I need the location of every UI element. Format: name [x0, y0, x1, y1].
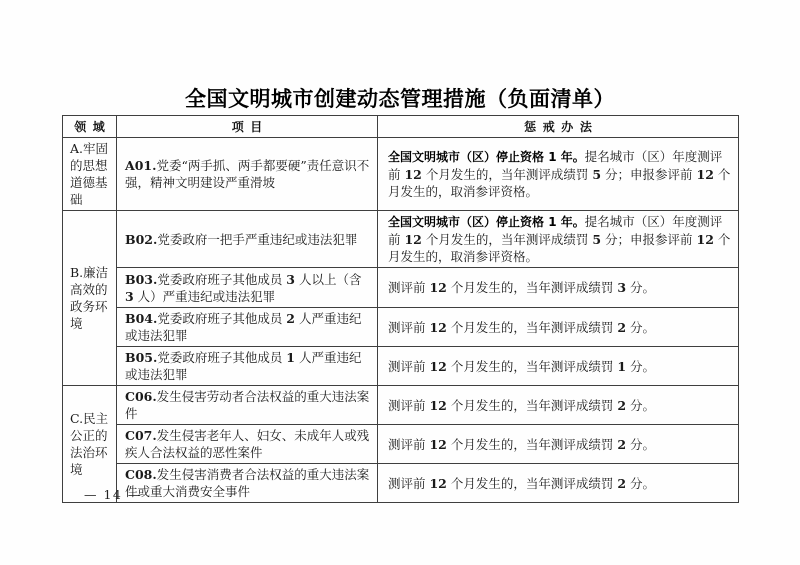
item-text: 发生侵害消费者合法权益的重大违法案件或重大消费安全事件 — [125, 467, 370, 499]
table-row-c06 — [63, 386, 739, 425]
table-row-c08 — [63, 464, 739, 503]
header-cell-penalty: 惩戒办法 — [378, 116, 739, 138]
item-text: 党委政府班子其他成员 3 人以上（含 3 人）严重违纪或违法犯罪 — [125, 271, 362, 304]
penalty-text: 提名城市（区）年度测评前 12 个月发生的，当年测评成绩罚 5 分；申报参评前 12 个月发生的，取消参评资格。 — [388, 149, 731, 199]
penalty-text: 测评前 12 个月发生的，当年测评成绩罚 3 分。 — [388, 280, 656, 295]
item-code: B04. — [125, 311, 158, 326]
table-row-b02 — [63, 211, 739, 268]
item-code: C07. — [125, 428, 157, 443]
penalty-cell-b05 — [378, 347, 739, 386]
penalty-text: 提名城市（区）年度测评前 12 个月发生的，当年测评成绩罚 5 分；申报参评前 12 个月发生的，取消参评资格。 — [388, 214, 731, 264]
item-text: 党委政府班子其他成员 1 人严重违纪或违法犯罪 — [125, 350, 362, 382]
penalty-text: 测评前 12 个月发生的，当年测评成绩罚 2 分。 — [388, 397, 656, 413]
penalty-lead-text: 全国文明城市（区）停止资格 1 年。 — [388, 150, 585, 164]
penalty-text: 测评前 12 个月发生的，当年测评成绩罚 2 分。 — [388, 436, 656, 452]
table-row-c07 — [63, 425, 739, 464]
item-code: B05. — [125, 350, 158, 365]
item-text: 发生侵害老年人、妇女、未成年人或残疾人合法权益的恶性案件 — [125, 428, 370, 460]
item-text: 发生侵害劳动者合法权益的重大违法案件 — [125, 389, 370, 421]
table-header-row — [63, 116, 739, 138]
item-cell-c08 — [117, 464, 378, 503]
item-cell-b04 — [117, 308, 378, 347]
item-text: 党委“两手抓、两手都要硬”责任意识不强，精神文明建设严重滑坡 — [125, 158, 370, 190]
penalty-cell-c06 — [378, 386, 739, 425]
table-row-a01 — [63, 138, 739, 211]
item-code: C08. — [125, 467, 157, 482]
penalty-cell-b04 — [378, 308, 739, 347]
page-number: — 14 — — [84, 487, 142, 502]
item-text: 党委政府一把手严重违纪或违法犯罪 — [157, 231, 358, 247]
penalty-text: 测评前 12 个月发生的，当年测评成绩罚 1 分。 — [388, 358, 656, 374]
item-cell-b02 — [117, 211, 378, 268]
item-text: 党委政府班子其他成员 2 人严重违纪或违法犯罪 — [125, 311, 362, 343]
domain-cell-b: B.廉洁高效的政务环境 — [63, 211, 117, 386]
header-cell-domain: 领域 — [63, 116, 117, 138]
item-cell-b05 — [117, 347, 378, 386]
measures-table — [62, 115, 739, 503]
table-row-b05 — [63, 347, 739, 386]
penalty-cell-a01 — [378, 138, 739, 211]
domain-cell-a: A.牢固的思想道德基础 — [63, 138, 117, 211]
penalty-cell-c07 — [378, 425, 739, 464]
item-cell-c06 — [117, 386, 378, 425]
header-cell-item: 项目 — [117, 116, 378, 138]
domain-cell-c: C.民主公正的法治环境 — [63, 386, 117, 503]
item-code: C06. — [125, 389, 157, 404]
penalty-cell-b02 — [378, 211, 739, 268]
table-row-b04 — [63, 308, 739, 347]
penalty-cell-b03 — [378, 268, 739, 308]
item-cell-a01 — [117, 138, 378, 211]
item-code: B03. — [125, 271, 158, 287]
item-cell-c07 — [117, 425, 378, 464]
penalty-text: 测评前 12 个月发生的，当年测评成绩罚 2 分。 — [388, 319, 656, 335]
item-code: A01. — [125, 158, 157, 173]
penalty-lead-text: 全国文明城市（区）停止资格 1 年。 — [388, 215, 585, 229]
item-code: B02. — [125, 231, 158, 247]
item-cell-b03 — [117, 268, 378, 308]
page-title: 全国文明城市创建动态管理措施（负面清单） — [185, 87, 615, 111]
penalty-text: 测评前 12 个月发生的，当年测评成绩罚 2 分。 — [388, 475, 656, 491]
penalty-cell-c08 — [378, 464, 739, 503]
table-row-b03 — [63, 268, 739, 308]
